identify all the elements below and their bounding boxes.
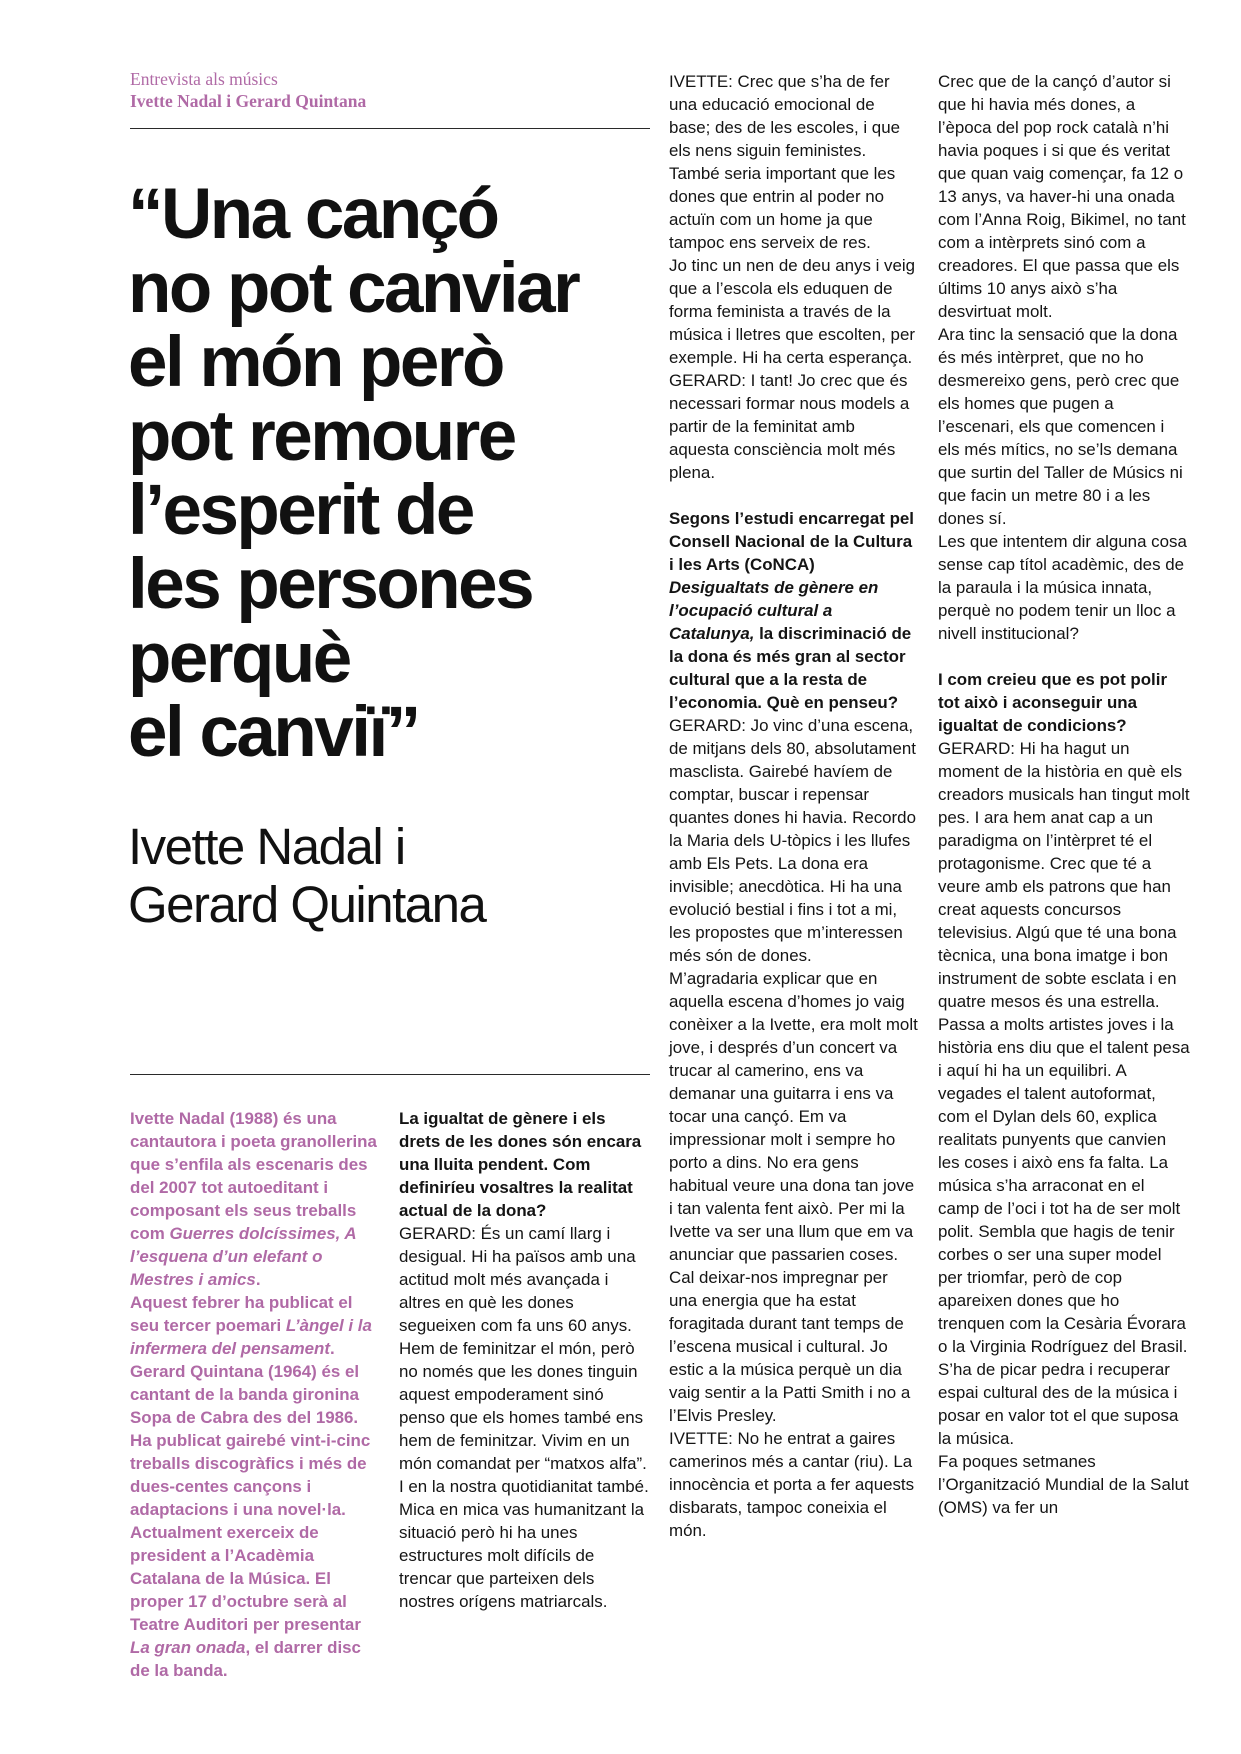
answer-paragraph: Jo tinc un nen de deu anys i veig que a l’escola els eduquen de forma feminista a través de la música i lletres que escolten, per exemple. Hi ha certa esperança.: [669, 256, 916, 367]
answer-paragraph: GERARD: Jo vinc d’una escena, de mitjans dels 80, absolutament masclista. Gairebé havíem de comptar, buscar i repensar quantes dones hi havia. Recordo la Maria dels U-tòpics i les llufes amb Els Pets. La dona era invisible; anecdòtica. Hi ha una evolució bestial i fins i tot a mi, les propostes que m’interessen més són de dones.: [669, 716, 916, 965]
book-title: L’àngel i la infermera del pensament: [130, 1316, 372, 1358]
bio-paragraph-ivette: Ivette Nadal (1988) és una cantautora i poeta granollerina que s’enfila als escenaris des del 2007 tot autoeditant i composant els seus treballs com Guerres dolcíssimes, A l’esquena d’un elefant o Mestres i amics.: [130, 1109, 377, 1289]
interviewees-label: Ivette Nadal i Gerard Quintana: [130, 91, 367, 111]
bio-paragraph-gerard: Gerard Quintana (1964) és el cantant de la banda gironina Sopa de Cabra des del 1986. Ha publicat gairebé vint-i-cinc treballs discogràfics i més de dues-centes cançons i adaptacions i una novel·la. Actualment exerceix de president a l’Acadèmia Catalana de la Música. El proper 17 d’octubre serà al Teatre Auditori per presentar La gran onada, el darrer disc de la banda.: [130, 1362, 371, 1680]
album-titles: Guerres dolcíssimes, A l’esquena d’un elefant o Mestres i amics: [130, 1224, 356, 1289]
article-column-3: [669, 70, 919, 1542]
bio-column: [130, 1107, 380, 1682]
answer-paragraph: GERARD: És un camí llarg i desigual. Hi ha països amb una actitud molt més avançada i altres en què les dones segueixen com fa uns 60 anys. Hem de feminitzar el món, però no només que les dones tinguin aquest empoderament sinó penso que els homes també ens hem de feminitzar. Vivim en un món comandat per “matxos alfa”.: [399, 1224, 647, 1473]
paragraph-gap: [938, 645, 1190, 668]
headline-quote: “Una cançó no pot canviar el món però pot remoure l’esperit de les persones perquè el canviï”: [128, 175, 579, 772]
answer-paragraph: GERARD: I tant! Jo crec que és necessari formar nous models a partir de la feminitat amb aquesta consciència molt més plena.: [669, 371, 910, 482]
article-column-4: [938, 70, 1190, 1519]
answer-paragraph: Les que intentem dir alguna cosa sense cap títol acadèmic, des de la paraula i la música innata, perquè no podem tenir un lloc a nivell institucional?: [938, 532, 1187, 643]
answer-paragraph: IVETTE: Crec que s’ha de fer una educació emocional de base; des de les escoles, i que els nens siguin feministes. També seria important que les dones que entrin al poder no actuïn com un home ja que tampoc ens serveix de res.: [669, 72, 900, 252]
study-title: Desigualtats de gènere en l’ocupació cultural a Catalunya,: [669, 578, 879, 643]
byline: Ivette Nadal i Gerard Quintana: [128, 818, 486, 933]
interview-question: La igualtat de gènere i els drets de les dones són encara una lluita pendent. Com definiríeu vosaltres la realitat actual de la dona?: [399, 1109, 642, 1220]
interview-question: I com creieu que es pot polir tot això i aconseguir una igualtat de condicions?: [938, 670, 1168, 735]
section-label: Entrevista als músics: [130, 69, 278, 89]
interview-question: Segons l’estudi encarregat pel Consell Nacional de la Cultura i les Arts (CoNCA) Desigualtats de gènere en l’ocupació cultural a Catalunya, la discriminació de la dona és més gran al sector cultural que a la resta de l’economia. Què en penseu?: [669, 509, 914, 712]
answer-paragraph: I en la nostra quotidianitat també. Mica en mica vas humanitzant la situació però hi ha unes estructures molt difícils de trencar que parteixen dels nostres orígens matriarcals.: [399, 1477, 649, 1611]
paragraph-gap: [669, 484, 919, 507]
answer-paragraph: Ara tinc la sensació que la dona és més intèrpret, que no ho desmereixo gens, però crec que els homes que pugen a l’escenari, els que comencen i els més mítics, no se’ls demana que surtin del Taller de Músics ni que facin un metre 80 i a les dones sí.: [938, 325, 1183, 528]
answer-paragraph: Crec que de la cançó d’autor si que hi havia més dones, a l’època del pop rock català n’hi havia poques i si que és veritat que quan vaig començar, fa 12 o 13 anys, va haver-hi una onada com l’Anna Roig, Bikimel, no tant com a intèrprets sinó com a creadores. El que passa que els últims 10 anys això s’ha desvirtuat molt.: [938, 72, 1186, 321]
bio-divider: [130, 1074, 650, 1075]
answer-paragraph: Fa poques setmanes l’Organització Mundial de la Salut (OMS) va fer un: [938, 1452, 1189, 1517]
answer-paragraph: IVETTE: No he entrat a gaires camerinos més a cantar (riu). La innocència et porta a fer aquests disbarats, tampoc coneixia el món.: [669, 1429, 915, 1540]
album-title: La gran onada: [130, 1638, 246, 1657]
answer-paragraph: GERARD: Hi ha hagut un moment de la història en què els creadors musicals han tingut molt pes. I ara hem anat cap a un paradigma on l’intèrpret té el protagonisme. Crec que té a veure amb els patrons que han creat aquests concursos televisius. Algú que té una bona tècnica, una bona imatge i bon instrument de sobte esclata i en quatre mesos és una estrella. Passa a molts artistes joves i la història ens diu que el talent pesa i aquí hi ha un equilibri. A vegades el talent autoformat, com el Dylan dels 60, explica realitats punyents que canvien les coses i això ens fa falta. La música s’ha arraconat en el camp de l’oci i tot ha de ser molt polit. Sembla que hagis de tenir corbes o ser una super model per triomfar, però de cop apareixen dones que ho trenquen com la Cesària Évorara o la Virginia Rodríguez del Brasil. S’ha de picar pedra i recuperar espai cultural des de la música i posar en valor tot el que suposa la música.: [938, 739, 1190, 1448]
bio-paragraph-poemari: Aquest febrer ha publicat el seu tercer poemari L’àngel i la infermera del pensament.: [130, 1293, 372, 1358]
article-column-2: [399, 1107, 651, 1613]
article-kicker: [130, 68, 650, 112]
answer-paragraph: M’agradaria explicar que en aquella escena d’homes jo vaig conèixer a la Ivette, era molt molt jove, i després d’un concert va trucar al camerino, ens va demanar una guitarra i ens va tocar una cançó. Em va impressionar molt i sempre ho porto a dins. No era gens habitual veure una dona tan jove i tan valenta fent això. Per mi la Ivette va ser una llum que em va anunciar que passarien coses. Cal deixar-nos impregnar per una energia que ha estat foragitada durant tant temps de l’escena musical i cultural. Jo estic a la música perquè un dia vaig sentir a la Patti Smith i no a l’Elvis Presley.: [669, 969, 918, 1425]
header-divider: [130, 128, 650, 129]
